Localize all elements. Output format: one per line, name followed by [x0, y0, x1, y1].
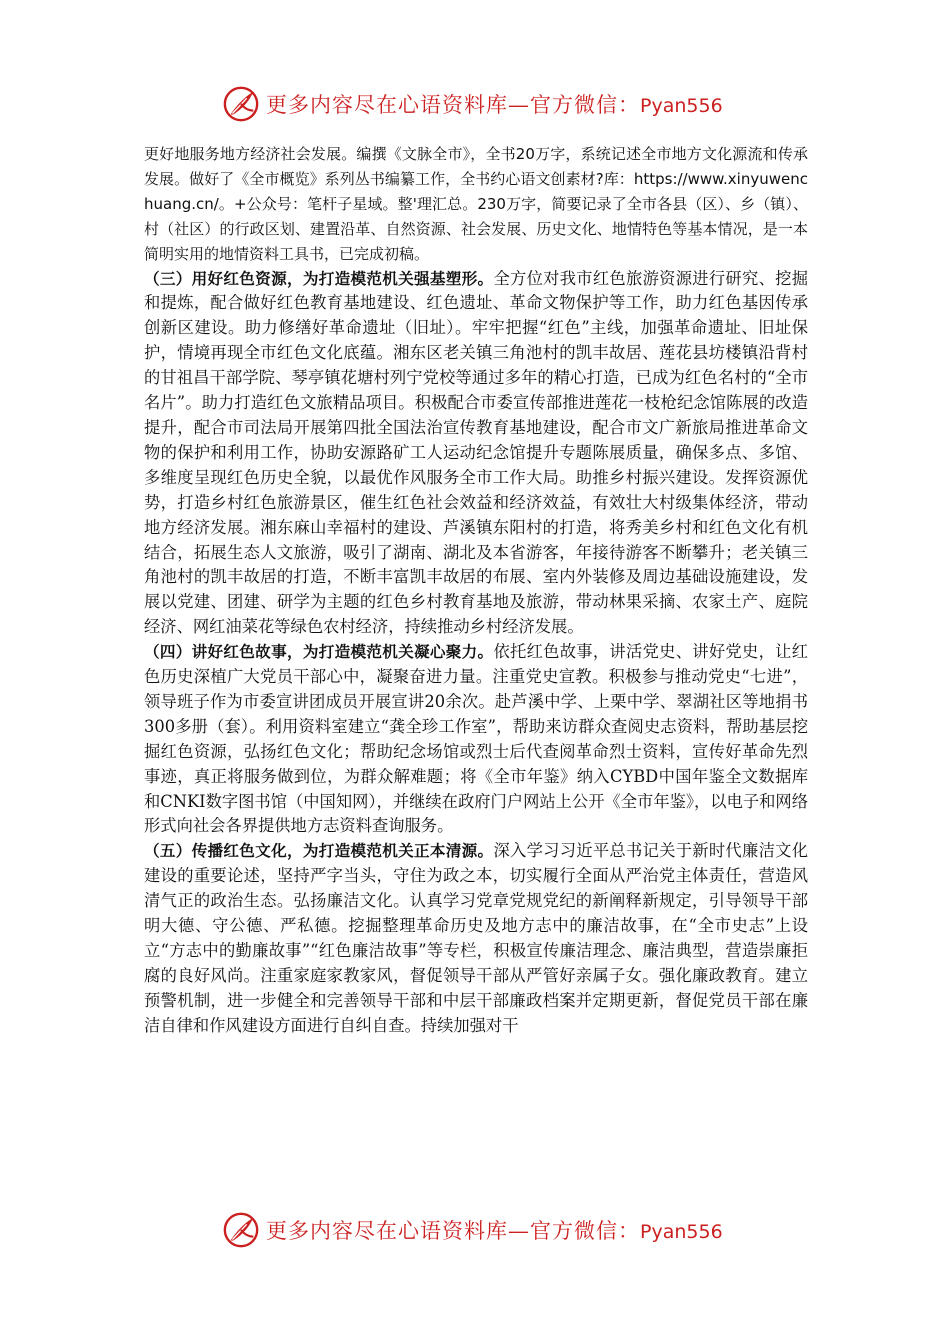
paragraph-text: 依托红色故事，讲活党史、讲好党史，让红色历史深植广大党员干部心中，凝聚奋进力量。注重党史宣教。积极参与推动党史“七进”，领导班子作为市委宣讲团成员开展宣讲20余次。赴芦溪中学、上栗中学、翠湖社区等地捐书300多册（套）。利用资料室建立“龚全珍工作室”，帮助来访群众查阅史志资料，帮助基层挖掘红色资源，弘扬红色文化；帮助纪念场馆或烈士后代查阅革命烈士资料，宣传好革命先烈事迹，真正将服务做到位，为群众解难题；将《全市年鉴》纳入CYBD中国年鉴全文数据库和CNKI数字图书馆（中国知网），并继续在政府门户网站上公开《全市年鉴》，以电子和网络形式向社会各界提供地方志资料查询服务。: [144, 642, 808, 836]
watermark-header: [222, 82, 723, 126]
paragraph-section-5: [144, 839, 808, 1038]
quill-logo-icon: [222, 85, 260, 123]
quill-logo-icon: [222, 1211, 260, 1249]
watermark-footer: [222, 1208, 723, 1252]
watermark-text: 更多内容尽在心语资料库—官方微信：Pyan556: [266, 1219, 723, 1243]
paragraph-text: 全方位对我市红色旅游资源进行研究、挖掘和提炼，配合做好红色教育基地建设、红色遗址、革命文物保护等工作，助力红色基因传承创新区建设。助力修缮好革命遗址（旧址）。牢牢把握“红色”主线，加强革命遗址、旧址保护，情境再现全市红色文化底蕴。湘东区老关镇三角池村的凯丰故居、莲花县坊楼镇沿背村的甘祖昌干部学院、琴亭镇花塘村列宁党校等通过多年的精心打造，已成为红色名村的“全市名片”。助力打造红色文旅精品项目。积极配合市委宣传部推进莲花一枝枪纪念馆陈展的改造提升，配合市司法局开展第四批全国法治宣传教育基地建设，配合市文广新旅局推进革命文物的保护和利用工作，协助安源路矿工人运动纪念馆提升专题陈展质量，确保多点、多馆、多维度呈现红色历史全貌，以最优作风服务全市工作大局。助推乡村振兴建设。发挥资源优势，打造乡村红色旅游景区，催生红色社会效益和经济效益，有效壮大村级集体经济，带动地方经济发展。湘东麻山幸福村的建设、芦溪镇东阳村的打造，将秀美乡村和红色文化有机结合，拓展生态人文旅游，吸引了湖南、湖北及本省游客，年接待游客不断攀升；老关镇三角池村的凯丰故居的打造，不断丰富凯丰故居的布展、室内外装修及周边基础设施建设，发展以党建、团建、研学为主题的红色乡村教育基地及旅游，带动林果采摘、农家土产、庭院经济、网红油菜花等绿色农村经济，持续推动乡村经济发展。: [144, 268, 808, 637]
watermark-text: 更多内容尽在心语资料库—官方微信：Pyan556: [266, 93, 723, 117]
paragraph-section-4: [144, 640, 808, 839]
paragraph-intro: [144, 142, 808, 267]
section-heading: （三）用好红色资源，为打造模范机关强基塑形。: [144, 269, 494, 288]
paragraph-text: 深入学习习近平总书记关于新时代廉洁文化建设的重要论述，坚持严字当头，守住为政之本，切实履行全面从严治党主体责任，营造风清气正的政治生态。弘扬廉洁文化。认真学习党章党规党纪的新阐释新规定，引导领导干部明大德、守公德、严私德。挖掘整理革命历史及地方志中的廉洁故事，在“全市史志”上设立“方志中的勤廉故事”“红色廉洁故事”等专栏，积极宣传廉洁理念、廉洁典型，营造崇廉拒腐的良好风尚。注重家庭家教家风，督促领导干部从严管好亲属子女。强化廉政教育。建立预警机制，进一步健全和完善领导干部和中层干部廉政档案并定期更新，督促党员干部在廉洁自律和作风建设方面进行自纠自查。持续加强对干: [144, 841, 808, 1035]
section-heading: （四）讲好红色故事，为打造模范机关凝心聚力。: [144, 643, 494, 662]
paragraph-text: 更好地服务地方经济社会发展。编撰《文脉全市》，全书20万字，系统记述全市地方文化源流和传承发展。做好了《全市概览》系列丛书编纂工作，全书约心语文创素材?库：https://www.xinyuwenchuang.cn/。+公众号：笔杆子星域。整'理汇总。230万字，简要记录了全市各县（区）、乡（镇）、村（社区）的行政区划、建置沿革、自然资源、社会发展、历史文化、地情特色等基本情况，是一本简明实用的地情资料工具书，已完成初稿。: [144, 145, 808, 263]
document-body: [144, 142, 808, 1039]
paragraph-section-3: [144, 267, 808, 641]
section-heading: （五）传播红色文化，为打造模范机关正本清源。: [144, 842, 494, 861]
